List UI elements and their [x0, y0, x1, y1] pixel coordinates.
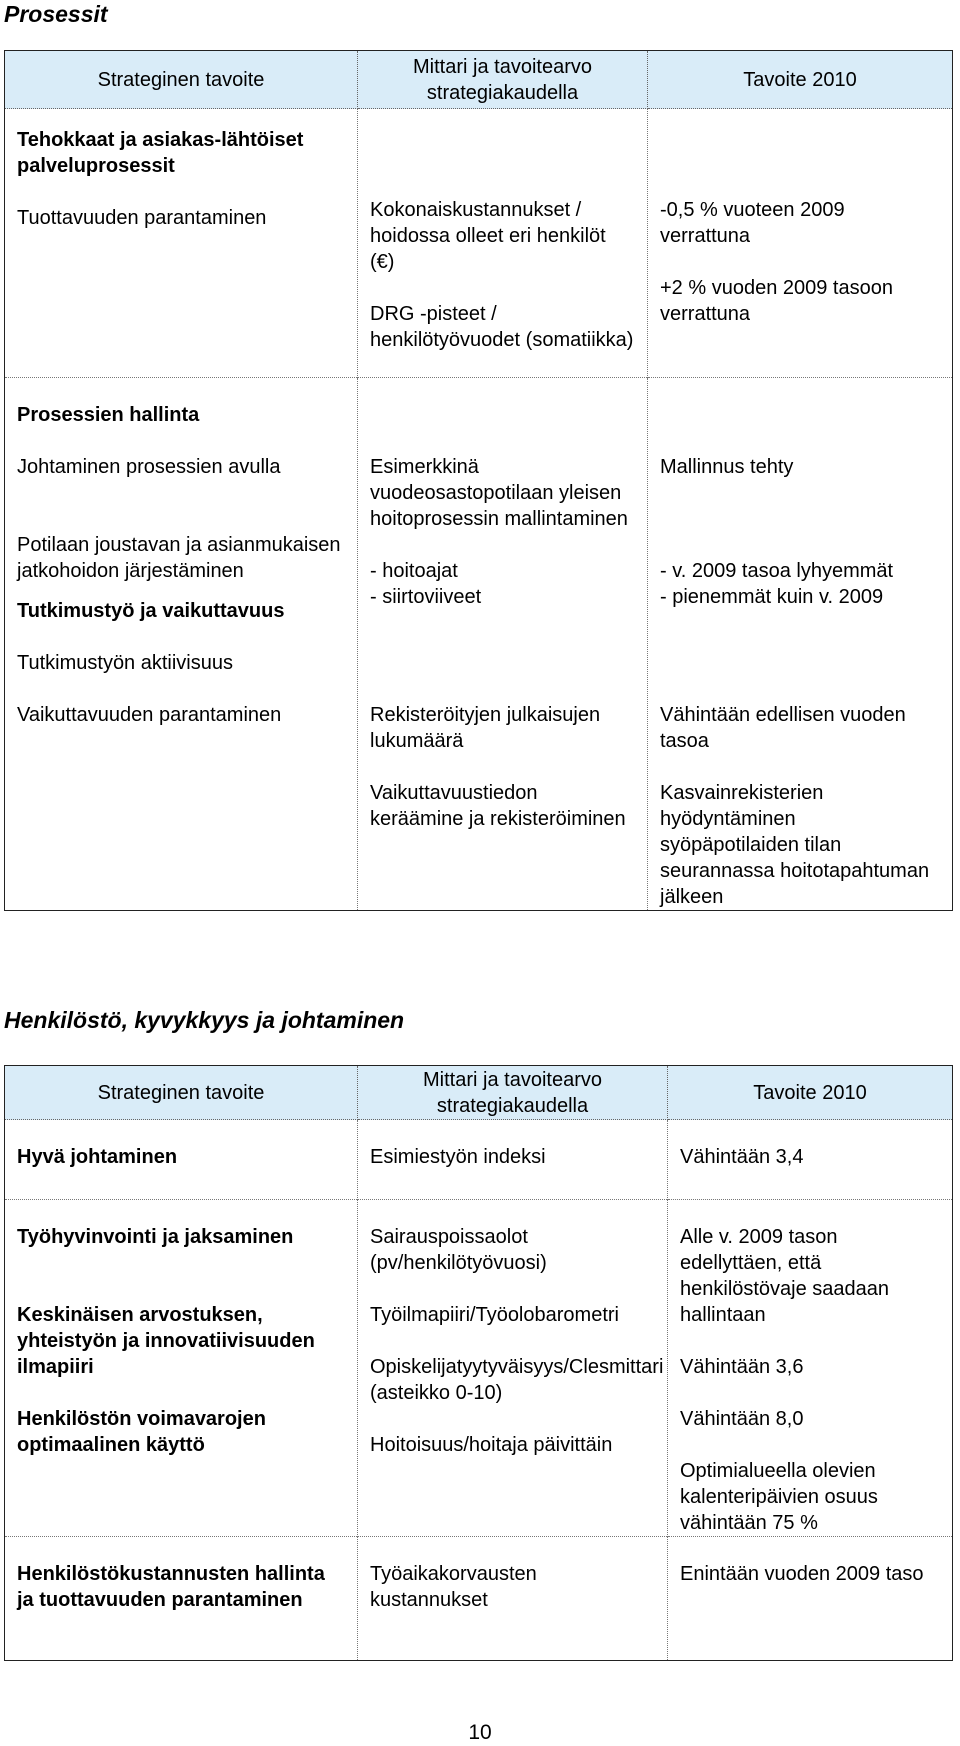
page-number: 10 [468, 1721, 492, 1744]
goal-cell: Hyvä johtaminen [17, 1146, 178, 1168]
header-tavoite-2010: Tavoite 2010 [668, 1066, 953, 1120]
measure-cell: Sairauspoissaolot (pv/henkilötyövuosi) Työilmapiiri/Työolobarometri Opiskelijatyytyväisyys/Clesmittari (asteikko 0-10) Hoitoisuus/hoitaja päivittäin [358, 1200, 668, 1537]
prosessit-table [4, 50, 953, 911]
section-title-prosessit: Prosessit [4, 1, 108, 27]
group-heading: Prosessien hallinta [17, 404, 200, 426]
group-block [5, 378, 358, 911]
measure-cell [358, 109, 648, 378]
target-text: +2 % vuoden 2009 tasoon verrattuna [660, 277, 893, 325]
target-cell: Vähintään 3,4 [668, 1120, 953, 1200]
header-strateginen-tavoite: Strateginen tavoite [5, 1066, 358, 1120]
goal-text: Johtaminen prosessien avulla [17, 456, 281, 478]
goal-cell: Työhyvinvointi ja jaksaminen Keskinäisen arvostuksen, yhteistyön ja innovatiivisuuden ilmapiiri Henkilöstön voimavarojen optimaalinen käyttö [5, 1200, 358, 1537]
measure-text: Rekisteröityjen julkaisujen lukumäärä [370, 704, 601, 752]
target-text: Vähintään edellisen vuoden tasoa [660, 704, 906, 752]
group-block [5, 109, 358, 378]
goal-text: Vaikuttavuuden parantaminen [17, 704, 282, 726]
target-text: Kasvainrekisterien hyödyntäminen syöpäpotilaiden tilan seurannassa hoitotapahtuman jälkeen [660, 782, 930, 908]
target-text: - pienemmät kuin v. 2009 [660, 586, 884, 608]
header-tavoite-2010: Tavoite 2010 [648, 51, 953, 109]
measure-cell [358, 378, 648, 911]
measure-text: DRG -pisteet / henkilötyövuodet (somatiikka) [370, 303, 634, 351]
target-text: Mallinnus tehty [660, 456, 794, 478]
measure-text: Kokonaiskustannukset / hoidossa olleet eri henkilöt (€) [370, 199, 606, 273]
measure-cell: Esimiestyön indeksi [358, 1120, 668, 1200]
measure-cell: Työaikakorvausten kustannukset [358, 1537, 668, 1661]
header-strateginen-tavoite: Strateginen tavoite [5, 51, 358, 109]
goal-text: Potilaan joustavan ja asianmukaisen jatkohoidon järjestäminen [17, 534, 341, 582]
goal-text: Tutkimustyön aktiivisuus [17, 652, 233, 674]
henkilosto-table [4, 1065, 953, 1661]
goal-text: Tuottavuuden parantaminen [17, 207, 267, 229]
section-title-henkilosto: Henkilöstö, kyvykkyys ja johtaminen [4, 1007, 405, 1033]
target-text: - v. 2009 tasoa lyhyemmät [660, 560, 894, 582]
header-mittari: Mittari ja tavoitearvo strategiakaudella [358, 1066, 668, 1120]
group-heading: Tutkimustyö ja vaikuttavuus [17, 600, 285, 622]
measure-text: Vaikuttavuustiedon keräämine ja rekisteröiminen [370, 782, 626, 830]
measure-text: Esimerkkinä vuodeosastopotilaan yleisen hoitoprosessin mallintaminen [370, 456, 628, 530]
target-cell: Alle v. 2009 tason edellyttäen, että henkilöstövaje saadaan hallintaan Vähintään 3,6 Vähintään 8,0 Optimialueella olevien kalenteripäivien osuus vähintään 75 % [668, 1200, 953, 1537]
measure-text: - siirtoviiveet [370, 586, 482, 608]
measure-text: - hoitoajat [370, 560, 458, 582]
target-cell [648, 378, 953, 911]
group-heading: Tehokkaat ja asiakas-lähtöiset palveluprosessit [17, 129, 304, 177]
target-text: -0,5 % vuoteen 2009 verrattuna [660, 199, 845, 247]
goal-cell: Henkilöstökustannusten hallinta ja tuottavuuden parantaminen [5, 1537, 358, 1661]
target-cell: Enintään vuoden 2009 taso [668, 1537, 953, 1661]
header-mittari: Mittari ja tavoitearvo strategiakaudella [358, 51, 648, 109]
target-cell [648, 109, 953, 378]
